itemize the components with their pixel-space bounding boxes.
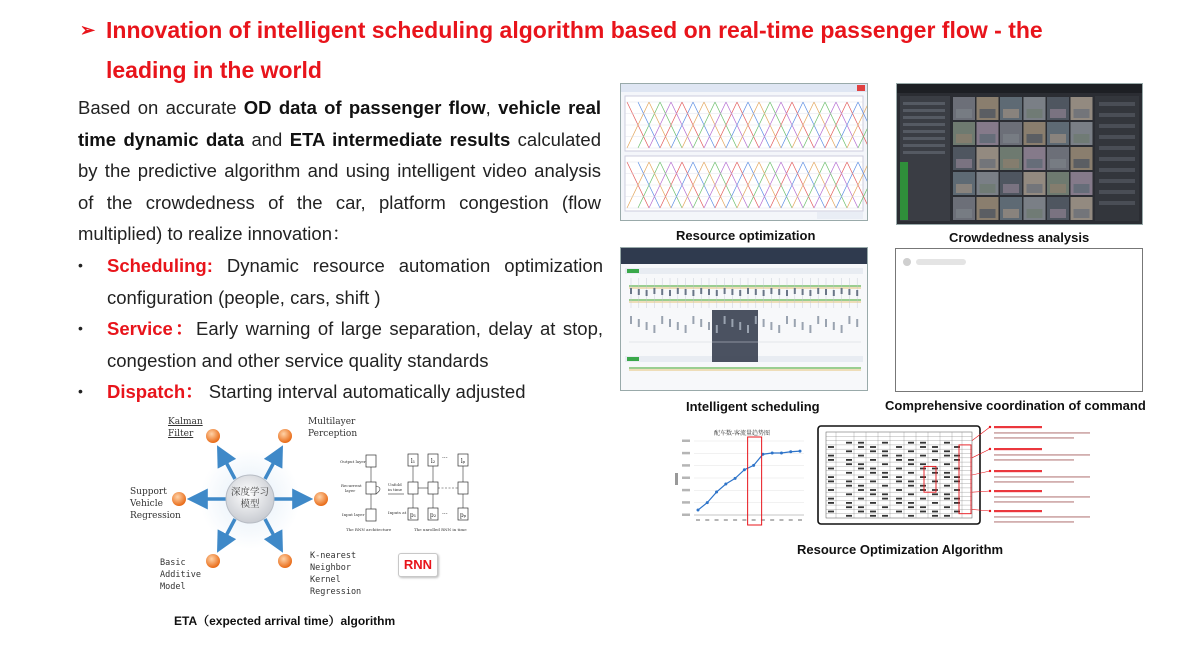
command-coordination-screenshot bbox=[895, 248, 1143, 392]
optimization-table-image bbox=[812, 424, 1102, 527]
label-knn-regression: K-nearest Neighbor Kernel Regression bbox=[310, 551, 362, 597]
list-item bbox=[78, 313, 603, 376]
bullet-dot-icon: • bbox=[78, 320, 83, 336]
intro-bold: vehicle real time dynamic data bbox=[78, 97, 601, 150]
bullet-dot-icon: • bbox=[78, 257, 83, 273]
label-deep-learning-model: 深度学习 模型 bbox=[230, 487, 269, 510]
heading-line-1: Innovation of intelligent scheduling algorithm based on real-time passenger flow - the bbox=[106, 17, 1043, 43]
svg-text:pₚ: pₚ bbox=[459, 512, 467, 519]
svg-text:p₁: p₁ bbox=[409, 512, 417, 519]
label-basic-additive-model: Basic Additive Model bbox=[160, 558, 201, 592]
bullet-label: Scheduling: bbox=[107, 255, 213, 276]
bullet-text: Dynamic resource automation optimization configuration (people, cars, shift ) bbox=[107, 255, 603, 308]
svg-text:···: ··· bbox=[442, 455, 448, 462]
caption-resource-optimization: Resource optimization bbox=[676, 228, 816, 243]
intro-text: and bbox=[244, 128, 290, 150]
heading-line-2: leading in the world bbox=[106, 57, 322, 83]
label-support-vehicle-regression: Support Vehicle Regression bbox=[130, 487, 181, 521]
timetable-diagram-image bbox=[621, 84, 867, 220]
eta-diagram bbox=[124, 410, 484, 605]
chart-title: 配车数-客流量趋势图 bbox=[714, 431, 770, 437]
intro-bold: ETA intermediate results bbox=[289, 128, 511, 150]
video-wall-image bbox=[897, 84, 1142, 224]
scheduling-panel-image bbox=[621, 248, 867, 390]
rnn-architecture-figure bbox=[340, 454, 468, 532]
bullet-label: Dispatch： bbox=[107, 381, 204, 402]
intro-paragraph bbox=[78, 92, 601, 250]
node-rnn-hub bbox=[314, 492, 328, 506]
resource-optimization-screenshot bbox=[620, 83, 868, 221]
svg-text:in time: in time bbox=[388, 487, 403, 492]
bullet-dot-icon: • bbox=[78, 383, 83, 399]
svg-text:Unfold: Unfold bbox=[388, 482, 402, 487]
svg-text:l₁: l₁ bbox=[410, 458, 416, 465]
label-kalman-filter: Kalman Filter bbox=[168, 417, 203, 439]
svg-text:Input layer: Input layer bbox=[342, 512, 365, 517]
caption-eta-algorithm: ETA（expected arrival time）algorithm bbox=[174, 614, 396, 628]
caption-resource-optimization-algorithm: Resource Optimization Algorithm bbox=[797, 542, 1004, 557]
arrow-bullet-icon: ➢ bbox=[80, 20, 96, 40]
rnn-badge: RNN bbox=[398, 553, 438, 577]
node-bam bbox=[206, 554, 220, 568]
svg-text:lₚ: lₚ bbox=[460, 458, 466, 465]
label-multilayer-perception: Multilayer Perception bbox=[308, 417, 358, 439]
bullet-text: Early warning of large separation, delay at stop, congestion and other service quality standards bbox=[107, 318, 603, 371]
svg-text:···: ··· bbox=[442, 511, 448, 518]
svg-text:l₂: l₂ bbox=[430, 458, 436, 465]
node-kalman bbox=[206, 429, 220, 443]
node-mlp bbox=[278, 429, 292, 443]
svg-text:layer: layer bbox=[345, 488, 356, 493]
svg-text:p₂: p₂ bbox=[429, 512, 437, 519]
caption-intelligent-scheduling: Intelligent scheduling bbox=[686, 399, 820, 414]
optimization-table-figure bbox=[812, 424, 1102, 527]
intro-text: calculated by the predictive algorithm and using intelligent video analysis of the crowdedness of the car, platform congestion (flow multiplied) to realize innovation： bbox=[78, 128, 601, 244]
intro-text: , bbox=[485, 97, 499, 118]
intelligent-scheduling-screenshot bbox=[620, 247, 868, 391]
crowdedness-analysis-screenshot bbox=[896, 83, 1143, 225]
list-item bbox=[78, 250, 603, 313]
innovation-list bbox=[78, 250, 603, 408]
flow-chart-svg bbox=[672, 425, 810, 537]
node-knn bbox=[278, 554, 292, 568]
svg-text:Output layer: Output layer bbox=[340, 459, 366, 464]
svg-text:Recurrent: Recurrent bbox=[341, 483, 362, 488]
caption-command-coordination: Comprehensive coordination of command bbox=[885, 398, 1146, 413]
intro-text: Based on accurate bbox=[78, 97, 244, 118]
intro-bold: OD data of passenger flow bbox=[243, 97, 486, 118]
caption-crowdedness-analysis: Crowdedness analysis bbox=[949, 230, 1090, 245]
svg-text:The unrolled RNN in time: The unrolled RNN in time bbox=[414, 527, 467, 532]
svg-text:The RNN architecture: The RNN architecture bbox=[346, 527, 392, 532]
list-item bbox=[78, 376, 603, 408]
vehicles-vs-flow-chart bbox=[672, 425, 810, 537]
bullet-text: Starting interval automatically adjusted bbox=[203, 381, 526, 402]
svg-text:Inputs at: Inputs at bbox=[388, 510, 407, 515]
blurred-chat-image bbox=[896, 249, 1142, 391]
bullet-label: Service： bbox=[107, 318, 196, 339]
